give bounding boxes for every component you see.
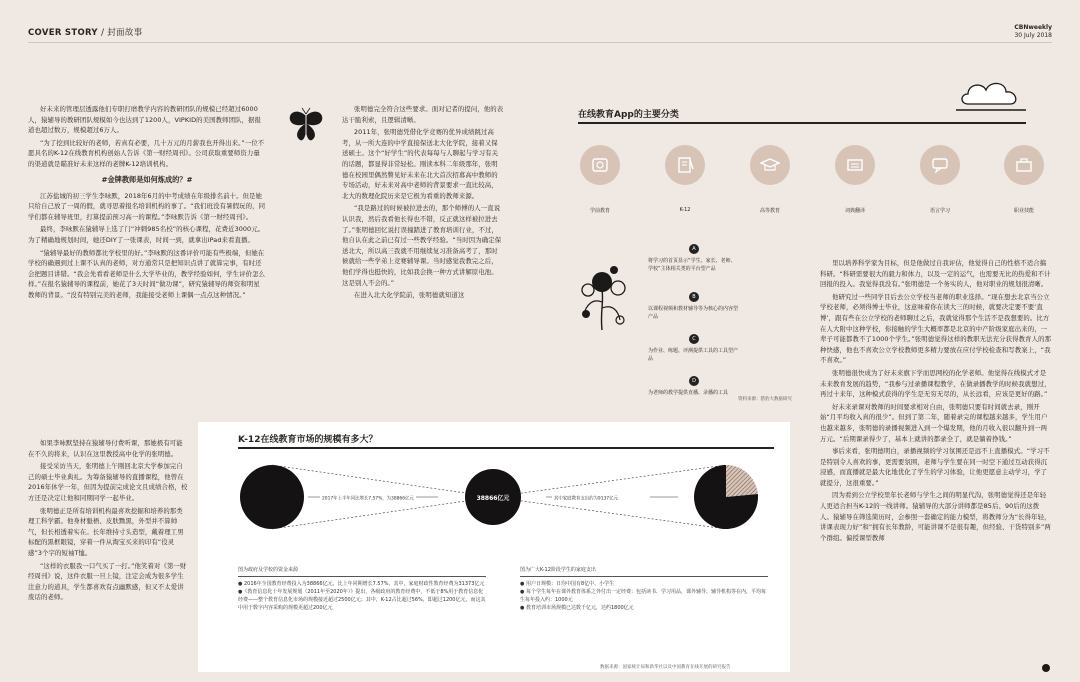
caption-rule — [520, 576, 768, 577]
notebook-pen-icon — [675, 155, 695, 175]
paragraph: 他研究过一些同学目后去公立学校当老师的职业选择。“现在想去北京当公立学校老师，必须得博士毕业，这意味着你在读大三的时候，就要决定要不要‘直博’，跟有些在公立学校的老师聊过之后，我就觉得那个生活不是我想要的。比方在人大附中这种学校，你接触的学生大概率都是北京的中产阶级家庭出来的，一辈子可能都教不了1000个学生。”张明德觉得这样的教职无法充分获得教育人的那种快感，他也不喜欢公立学校教师更多精力要放在应付学校检查和写教案上，“我不喜欢。” — [820, 292, 1052, 365]
legend-text: 以课程视频和教材辅导等为核心的内容型产品 — [648, 306, 739, 320]
right-notes — [520, 580, 768, 612]
header-divider — [28, 42, 1052, 43]
issue-info — [1014, 24, 1052, 40]
magazine-name: CBNweekly — [1014, 24, 1052, 31]
category-preschool — [570, 145, 630, 214]
legend-item-d — [648, 376, 740, 397]
flower-icon — [574, 262, 632, 336]
category-label: 高等教育 — [759, 208, 780, 214]
section-label: COVER STORY — [28, 28, 98, 38]
graduation-cap-icon — [760, 155, 780, 175]
category-circle — [1004, 145, 1044, 185]
category-label: K-12 — [679, 207, 691, 213]
speech-bubble-icon — [930, 155, 950, 175]
article-column-2 — [342, 104, 504, 303]
category-dictionary — [825, 145, 885, 214]
paragraph: 张明德正是所有培训机构最喜欢挖掘和培养的那类理工科学霸。他身材魁梧、皮肤黝黑，外型并不算帅气，但长相透着实在。长年维持寸头造型，戴着理工男标配的黑框眼镜，穿着一件从淘宝买来的印有“役灵感”3个字的短袖T恤。 — [28, 506, 184, 557]
paragraph: “猿辅导最好的教师都比学校里的好。”李咏默的这番评价可能有些极端，但她在学校的确遇到过上课不认真的老师，对方通常只是把知识点讲了就算完事，有时还会把题目讲错。“我会先看看老师是什么大学毕业的，教学经验如何，学生评价怎么样。”在报名猿辅导的课程前，她花了3天时间“做功课”，研究猿辅导的师资和明星教师的背景。“没有特别完美的老师，我能接受老师上课偶一点点这种情况。” — [28, 248, 266, 299]
paragraph: 里以培养科学家为目标，但是他做过自我评估，他觉得自己的性格不适合搞科研。“科研需要很大的毅力和体力，以及一定的运气，也需要无比的热爱和不计回报的投入。我觉得我没有。”张明德是一个务实的人，他对职业的规划很清晰。 — [820, 259, 1051, 289]
article-column-3 — [820, 258, 1052, 545]
label-right: 其中家庭教育支出约为9137亿元 — [554, 496, 618, 502]
subheading: #金牌教师是如何炼成的？# — [101, 174, 193, 184]
category-circle — [835, 145, 875, 185]
note-line: ● 2016年全国教育经费投入为38866亿元，比上年同期增长7.57%，其中，家庭财政性教育经费为31373亿元 — [238, 581, 485, 587]
category-label: 学前教育 — [589, 208, 610, 214]
legend-item-b — [648, 292, 740, 321]
paragraph: 如果李咏默坚持在猿辅导付费听课，那她极有可能在不久的将来，认识在这里教授高中化学的张明德。 — [28, 439, 183, 458]
categories-rule — [578, 122, 1026, 124]
article-column-1b — [28, 438, 188, 605]
k12-chart — [238, 455, 774, 555]
pie-slice-household — [726, 465, 758, 497]
legend-badge: C — [689, 334, 699, 344]
legend-badge: B — [689, 292, 699, 302]
paragraph: 接受采访当天，张明德上午刚回北京大学参加完自己的硕士毕业典礼。为筹备猿辅导的直播课程，他曾在2016年休学一年，但因为提前完成论文且成绩合格，校方还是决定让他和同期同学一起毕业。 — [28, 462, 188, 502]
legend-item-a — [648, 244, 740, 273]
note-line: ● 教育培训市场规模已达数千亿元，达约1800亿元 — [520, 605, 634, 611]
note-line: ●《教育信息化十年发展规划（2011年至2020年）》提出，各级政府的教育经费中，不低于8%用于教育信息化经费——整个教育信息化市场的规模接近超过2500亿元；其中，K-12占比超过56%，即超过1200亿元，而这其中用于数字内容采购的规模更超过200亿元 — [238, 589, 486, 611]
right-pie — [694, 465, 758, 529]
paragraph: 2011年，张明德凭借化学竞赛的优异成绩跳过高考，从一所大连的中学直接保送北大化学院，接着又保送硕士。这个“好学生”的代表每每与人聊起与学习有关的话题，都显得非常轻松。刚读本科二年级那年，张明德在校园里偶然瞥见好未来在北大首次招募高中教师的专场活动，好未来对高中老师的背景要求一直比较高，北大的数理化院历来是它极为看重的教师来源。 — [342, 128, 499, 200]
note-line: ● 用户日规模：日均中国有8亿中、小学生 — [520, 581, 615, 587]
legend-text: 为老师的教学提供直播、录播的工具 — [648, 390, 729, 396]
category-label: 词典翻译 — [844, 208, 865, 214]
legend-text: 为作业、练题、评测提供工具的工具型产品 — [648, 348, 739, 362]
left-pie — [240, 465, 304, 529]
issue-date: 30 July 2018 — [1014, 32, 1052, 39]
category-label: 语言学习 — [929, 208, 950, 214]
categories-source: 资料来源：猎豹大数据研究 — [738, 397, 792, 402]
category-circle — [750, 145, 790, 185]
section-label-cn: 封面故事 — [107, 28, 143, 38]
category-label: 职业技能 — [1013, 208, 1034, 214]
legend-badge: D — [689, 376, 699, 386]
left-notes — [238, 580, 486, 612]
category-circle — [580, 145, 620, 185]
paragraph: 江苏盐城的初三学生李咏默，2018年6月的中考成绩在年级排名前十。但是她只给自己放了一周的假，就寻思着报名培训机构的事了。“我们班没有暑假玩的，同学们都在辅导班里，打算提前预习高一的课程。”李咏默告诉《第一财经周刊》。 — [28, 191, 266, 221]
category-higher-ed — [740, 145, 800, 214]
paragraph: 张明德很快成为了好未来旗下学而思网校的化学老师。他觉得在线模式才是未来教育发展的趋势，“我参与过录播课程教学，在做录播教学的时候我就想过，再过十来年，这种模式获得的学生是无穷无尽的，从长远看，应该是更好的路。” — [820, 368, 1051, 399]
category-circle — [920, 145, 960, 185]
category-language — [910, 145, 970, 214]
paragraph: “为了挖到比较好的老师，若真有必要，几十万元的月薪我也开得出来。”一位不愿具名的K-12在线教育机构创始人告诉《第一财经周刊》。公司获取重要师资力量的渠道就是瞄准好未来这样的老牌K-12培训机构。 — [28, 138, 265, 168]
paragraph: 因为看到公立学校里年长老师与学生之间的明显代沟，张明德觉得还是年轻人更适合担当K-12的一线讲师。猿辅导的大部分讲师都是85后、90后的这拨人。猿辅导在筛选简历时，会参照一套确定的能力模型，将教师分为“长得年轻，讲课表现力好”和“拥有长年教龄，可能讲课不是很有趣，但经验、干货特别多”两个群组。偏授课型教师 — [820, 491, 1051, 542]
category-circle — [665, 145, 705, 185]
briefcase-icon — [1014, 155, 1034, 175]
label-left: 2017年上半年同比增长7.57%，为38866亿元 — [322, 496, 414, 502]
paragraph: 好未来的管理层透露他们专职打磨教学内容的教研团队的规模已经超过6000人，猿辅导的教研团队规模如今也达到了1200人，VIPKID的美国教师团队，据报道也超过数万，规模超过6万人。 — [28, 105, 262, 135]
toy-icon — [590, 155, 610, 175]
paragraph: 张明德完全符合这些要求。面对记者的提问，他的表达干脆利索，且逻辑清晰。 — [342, 105, 504, 124]
paragraph: 在进入北大化学院前，张明德就知道这 — [354, 291, 465, 300]
paragraph: “这样的衣服我一口气买了一打。”他笑着对《第一财经周刊》说，这件衣服一旦上镜，注定会成为很多学生注意力的道具，学生都喜欢有点幽默感，但又不太爱讲废话的老师。 — [28, 561, 187, 602]
note-line: ● 每个学生每年在课外教育体系之外付出一定经费：包括读书、学习用品，课外辅导、辅导机构等在内，平均每生每年投入约：1000元 — [520, 589, 766, 603]
k12-title-rule — [238, 447, 774, 449]
paragraph: 好未来录课对教师的时间要求相对自由，张明德只要有时间就去录，刚开始“月平均收入真的很少”。但到了第二年，随着录完的课程越来越多，学生用户也越来越多，张明德的录播视频进入到一个爆发期，他的月收入很以翻升到一两万元。“后期课录得少了，基本上就讲的都录全了，就是躺着挣钱。” — [820, 402, 1048, 443]
category-vocational — [994, 145, 1054, 214]
paragraph: 最终，李咏默在猿辅导上选了门“冲刺985名校”的核心课程，花费近3000元。为了精确地规划时间，她还DIY了一张课表，时间一到，就拿出iPad来看直播。 — [28, 225, 265, 244]
legend-badge: A — [689, 244, 699, 254]
section-header: COVER STORY / 封面故事 — [28, 28, 143, 38]
k12-chart-title: K-12在线教育市场的规模有多大？ — [238, 435, 378, 445]
article-column-1 — [28, 104, 266, 303]
butterfly-icon — [284, 106, 328, 154]
paragraph: “我是路过的时候被拉进去的，那个师傅的人一直说认识我，然后我看他长得也不错，反正就这样被拉进去了。”张明德回忆说打误撞踏进了教育培训行业，不过，他自认在此之前已有过一些教学经验。“当时因为确定保送北大，所以高三我就不用继续复习准备高考了，那时候就给一些学弟上竞赛辅导课。当时感觉我教完之后，他们学得也挺快的，比如我会换一种方式讲解原电池。这是别人不会的。” — [342, 204, 502, 287]
left-caption: 图为政府及学校的资金来源 — [238, 567, 299, 573]
dictionary-icon — [845, 155, 865, 175]
center-value: 38866亿元 — [476, 495, 510, 502]
categories-title: 在线教育App的主要分类 — [578, 110, 679, 120]
category-k12 — [655, 145, 715, 213]
cloud-icon — [956, 74, 1026, 118]
caption-rule — [238, 576, 486, 577]
right-caption: 图为广大K-12阶段学生的家庭支出 — [520, 567, 596, 573]
k12-source: 数据来源：国家统计局和新华社以及中国教育在线开展的研究报告 — [600, 665, 731, 670]
legend-text: 将学习的首页显示“学生、家长、老师、学校”主体相关类的平台型产品 — [648, 258, 736, 272]
paragraph: 事后来看，张明德明白，录播视频的学习氛围还是远不上直播模式。“学习不是特别令人喜欢的事，更需要氛围，老师与学生要在同一时空下通过互动获得沉浸感，而直播就是最大化地优化了学生的学习体验，让他更愿意主动学习，学了就提分，这很重要。” — [820, 447, 1050, 487]
continue-arrow-icon — [1042, 664, 1050, 672]
legend-item-c — [648, 334, 740, 363]
